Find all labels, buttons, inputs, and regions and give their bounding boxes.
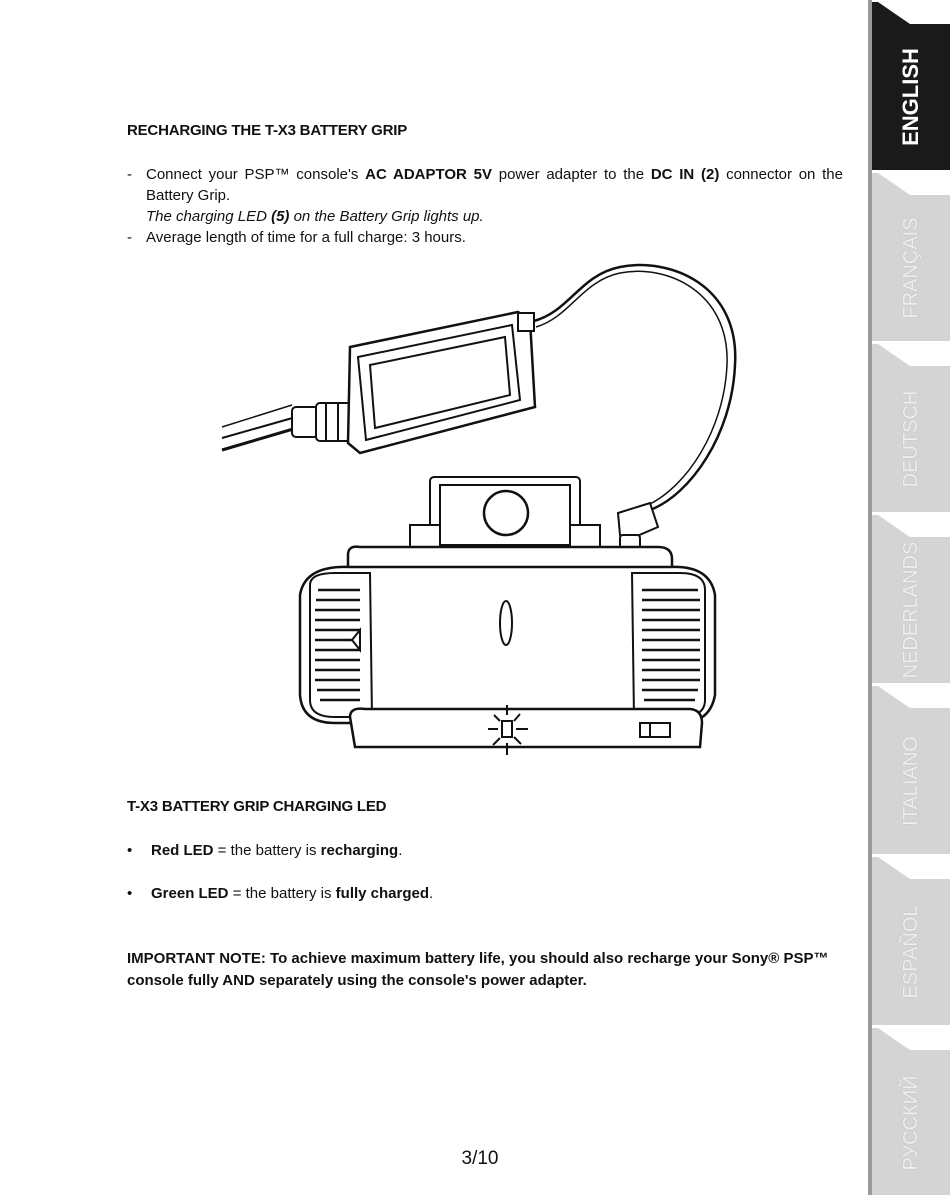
- bullet-icon: •: [127, 885, 133, 902]
- language-tab-5[interactable]: ITALIANO: [900, 736, 922, 826]
- list-item-green-led: • Green LED = the battery is fully charged.: [127, 885, 434, 902]
- section-heading-recharging: RECHARGING THE T-X3 BATTERY GRIP: [127, 122, 408, 139]
- power-cord: [222, 403, 352, 450]
- recharging-instructions: [127, 164, 843, 248]
- console-clamp: [410, 477, 600, 551]
- bullet-icon: •: [127, 842, 133, 859]
- language-tabs: [868, 0, 950, 1195]
- language-tab-7[interactable]: РУССКИЙ: [900, 1075, 922, 1171]
- language-tab-6[interactable]: ESPAÑOL: [900, 905, 922, 999]
- page-number: 3/10: [461, 1148, 499, 1169]
- dash-marker: -: [127, 229, 132, 246]
- language-tab-2[interactable]: FRANÇAIS: [900, 217, 922, 319]
- important-note: IMPORTANT NOTE: To achieve maximum battery life, you should also recharge your Sony® PSP™ console fully AND separately using the console's power adapter.: [127, 950, 829, 989]
- language-tab-1[interactable]: ENGLISH: [898, 48, 923, 146]
- dash-marker: -: [127, 166, 132, 183]
- charging-led-note: The charging LED (5) on the Battery Grip lights up.: [146, 208, 484, 225]
- dc-cable: [534, 265, 735, 510]
- battery-grip-body: [300, 547, 715, 747]
- list-item-red-led: • Red LED = the battery is recharging.: [127, 842, 403, 859]
- list-item-charge-time: - Average length of time for a full charge: 3 hours.: [127, 229, 466, 246]
- ac-adaptor: [348, 312, 535, 453]
- language-tab-3[interactable]: DEUTSCH: [900, 390, 922, 488]
- language-tab-4[interactable]: NEDERLANDS: [900, 541, 922, 679]
- battery-grip-illustration: [210, 255, 760, 775]
- section-heading-charging-led: T-X3 BATTERY GRIP CHARGING LED: [127, 798, 387, 815]
- list-item-connect: - Connect your PSP™ console's AC ADAPTOR 5V power adapter to the DC IN (2) connector on the Battery Grip.: [127, 166, 843, 204]
